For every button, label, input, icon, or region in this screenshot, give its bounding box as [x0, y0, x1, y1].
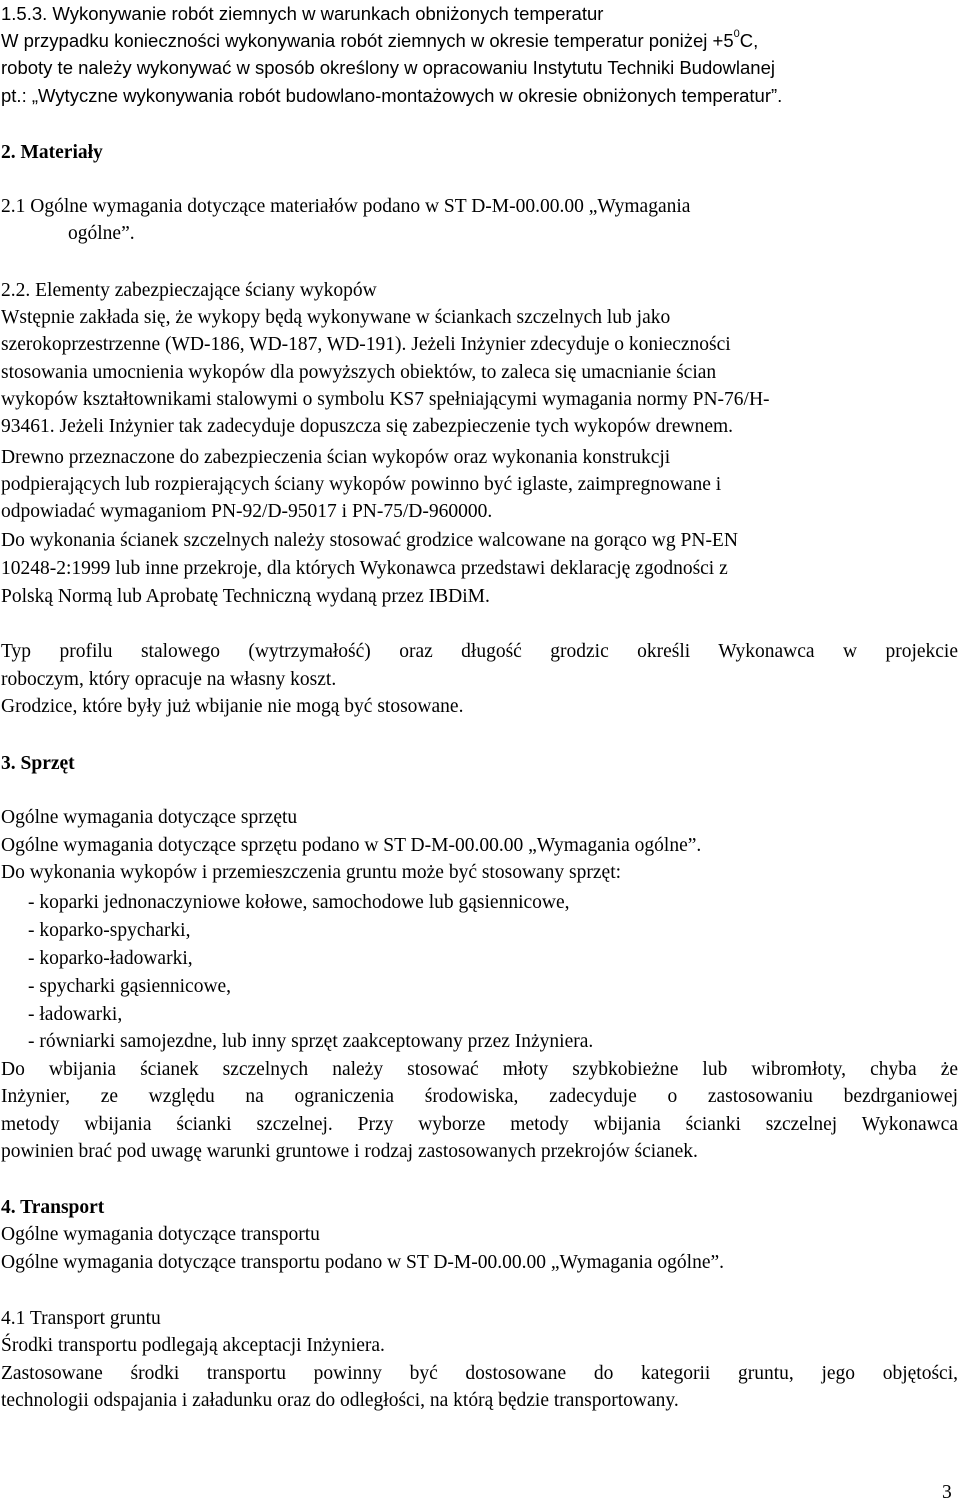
paragraph-line: Zastosowane środki transportu powinny być dostosowane do kategorii gruntu, jego objętości, — [1, 1363, 958, 1384]
section-heading-equipment: 3. Sprzęt — [1, 753, 75, 774]
paragraph-line: stosowania umocnienia wykopów dla powyższych obiektów, to zaleca się umacnianie ścian — [1, 362, 717, 383]
section-heading-transport: 4. Transport — [1, 1197, 105, 1218]
paragraph-line: Inżynier, ze względu na ograniczenia środowiska, zadecyduje o zastosowaniu bezdrganiowej — [1, 1086, 958, 1107]
paragraph-line: Drewno przeznaczone do zabezpieczenia ścian wykopów oraz wykonania konstrukcji — [1, 447, 671, 468]
paragraph-line: Ogólne wymagania dotyczące transportu — [1, 1224, 320, 1245]
paragraph-line: podpierających lub rozpierających ściany wykopów powinno być iglaste, zaimpregnowane i — [1, 474, 722, 495]
paragraph-line: W przypadku konieczności wykonywania robót ziemnych w okresie temperatur poniżej $+5^0C$, — [1, 27, 759, 51]
list-item: - ładowarki, — [28, 1004, 123, 1025]
paragraph-line: Typ profilu stalowego (wytrzymałość) oraz długość grodzic określi Wykonawca w projekcie — [1, 641, 958, 662]
paragraph-line: Polską Normą lub Aprobatę Techniczną wydaną przez IBDiM. — [1, 586, 490, 607]
paragraph-line: Grodzice, które były już wbijanie nie mogą być stosowane. — [1, 696, 464, 717]
paragraph-line: powinien brać pod uwagę warunki gruntowe i rodzaj zastosowanych przekrojów ścianek. — [1, 1141, 698, 1162]
list-item: - spycharki gąsiennicowe, — [28, 976, 232, 997]
list-item: - koparko-spycharki, — [28, 920, 191, 941]
list-item: - koparki jednonaczyniowe kołowe, samochodowe lub gąsiennicowe, — [28, 892, 570, 913]
section-heading-materials: 2. Materiały — [1, 142, 103, 163]
paragraph-line: Środki transportu podlegają akceptacji Inżyniera. — [1, 1335, 385, 1356]
paragraph-line: roboty te należy wykonywać w sposób określony w opracowaniu Instytutu Techniki Budowlanej — [1, 57, 775, 78]
paragraph-line: metody wbijania ścianki szczelnej. Przy wyborze metody wbijania ścianki szczelnej Wykonawca — [1, 1114, 958, 1135]
paragraph-line: Ogólne wymagania dotyczące sprzętu podano w ST D-M-00.00.00 „Wymagania ogólne”. — [1, 835, 702, 856]
paragraph-line: Ogólne wymagania dotyczące sprzętu — [1, 807, 298, 828]
subsection-heading-2-2: 2.2. Elementy zabezpieczające ściany wykopów — [1, 280, 377, 301]
paragraph-line: pt.: „Wytyczne wykonywania robót budowlano-montażowych w okresie obniżonych temperatur”. — [1, 85, 783, 106]
paragraph-line: Wstępnie zakłada się, że wykopy będą wykonywane w ściankach szczelnych lub jako — [1, 307, 671, 328]
paragraph-line: technologii odspajania i załadunku oraz do odległości, na którą będzie transportowany. — [1, 1390, 679, 1411]
degree-superscript: 0 — [733, 27, 740, 40]
paragraph-line: roboczym, który opracuje na własny koszt. — [1, 669, 337, 690]
paragraph-line: Ogólne wymagania dotyczące transportu podano w ST D-M-00.00.00 „Wymagania ogólne”. — [1, 1252, 725, 1273]
paragraph-line: wykopów kształtownikami stalowymi o symbolu KS7 spełniającymi wymagania normy PN-76/H- — [1, 389, 770, 410]
paragraph-line: szerokoprzestrzenne (WD-186, WD-187, WD-191). Jeżeli Inżynier zdecyduje o konieczności — [1, 334, 731, 355]
paragraph-line: Do wykonania ścianek szczelnych należy stosować grodzice walcowane na gorąco wg PN-EN — [1, 530, 738, 551]
paragraph-line: Do wykonania wykopów i przemieszczenia gruntu może być stosowany sprzęt: — [1, 862, 622, 883]
paragraph-line: 10248-2:1999 lub inne przekroje, dla których Wykonawca przedstawi deklarację zgodności z — [1, 558, 728, 579]
paragraph-line: Do wbijania ścianek szczelnych należy stosować młoty szybkobieżne lub wibromłoty, chyba że — [1, 1059, 958, 1080]
subsection-heading-2-1-cont: ogólne”. — [68, 223, 135, 244]
section-heading-1-5-3: 1.5.3. Wykonywanie robót ziemnych w warunkach obniżonych temperatur — [1, 3, 604, 24]
subsection-heading-2-1: 2.1 Ogólne wymagania dotyczące materiałów podano w ST D-M-00.00.00 „Wymagania — [1, 196, 691, 217]
list-item: - koparko-ładowarki, — [28, 948, 193, 969]
paragraph-line: 93461. Jeżeli Inżynier tak zadecyduje dopuszcza się zabezpieczenie tych wykopów drewnem. — [1, 416, 734, 437]
paragraph-line: odpowiadać wymaganiom PN-92/D-95017 i PN-75/D-960000. — [1, 501, 493, 522]
list-item: - równiarki samojezdne, lub inny sprzęt zaakceptowany przez Inżyniera. — [28, 1031, 594, 1052]
page-number: 3 — [942, 1482, 952, 1503]
subsection-heading-4-1: 4.1 Transport gruntu — [1, 1308, 161, 1329]
